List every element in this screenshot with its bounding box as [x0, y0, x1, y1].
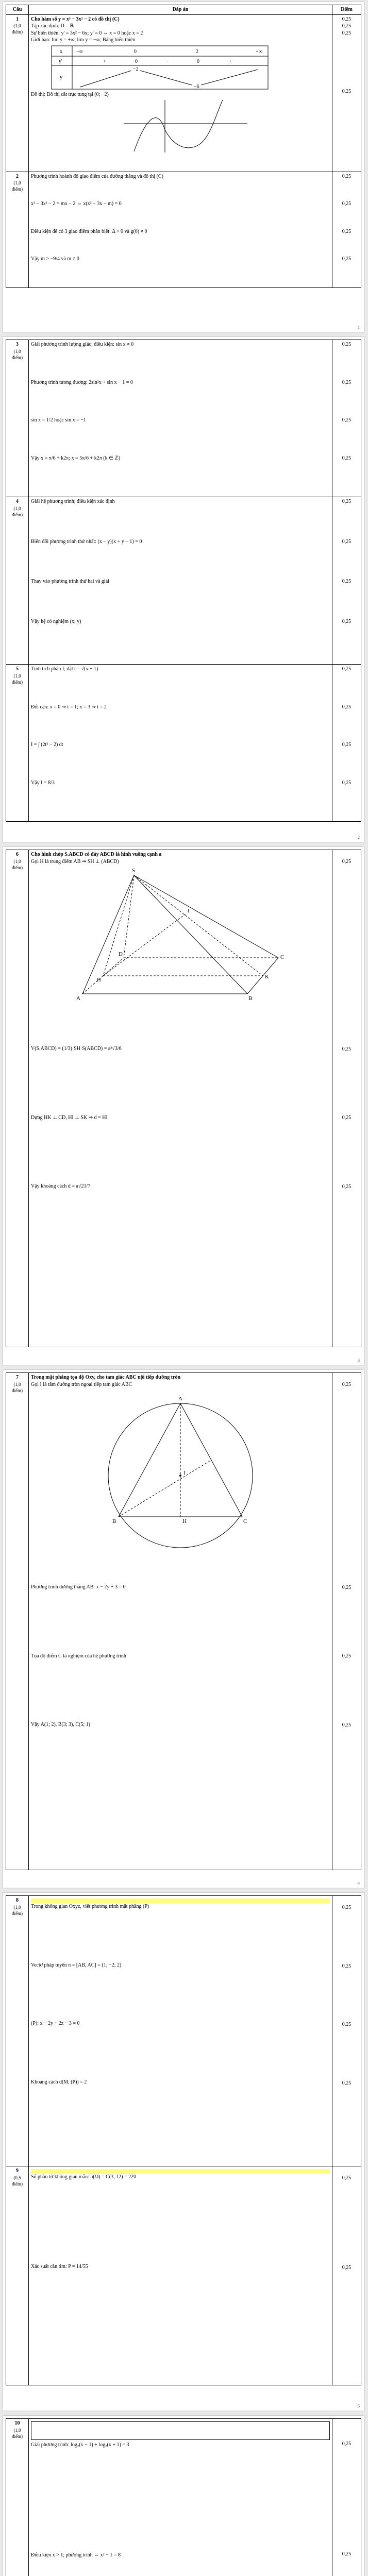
- q10-number: 10: [14, 2420, 20, 2426]
- q4-pt-1: 0,25: [342, 499, 352, 504]
- q2-step-3: Điều kiện để có 3 giao điểm phân biệt: Δ > 0 và g(0) ≠ 0: [31, 228, 147, 234]
- q2-step-2: x³ − 3x² − 2 = mx − 2 ⇔ x(x² − 3x − m) = 0: [31, 201, 122, 207]
- answer-table-5: [6, 1895, 361, 2385]
- table-header: [6, 5, 361, 15]
- header-question: Câu: [6, 5, 29, 15]
- q8-pt-1: 0,25: [342, 1905, 352, 1910]
- q3-step-1: Giải phương trình lượng giác; điều kiện: sin x ≠ 0: [31, 342, 134, 347]
- q4-points-col: [332, 497, 361, 665]
- q4-content: [29, 497, 332, 665]
- answer-table-2: [6, 340, 361, 822]
- q8-number: 8: [16, 1897, 19, 1903]
- q1-step-3: Giới hạn: lim y = +∞, lim y = −∞; Bảng biến thiên: [31, 37, 136, 43]
- q8-cell: [6, 1896, 29, 2166]
- pt-I: I: [188, 908, 190, 914]
- variation-table: [31, 44, 320, 91]
- vt-sign-3: 0: [197, 58, 199, 64]
- q1-content: [29, 14, 332, 172]
- q7-step-1: Gọi I là tâm đường tròn ngoại tiếp tam giác ABC: [31, 1381, 132, 1387]
- answer-table-4: [6, 1372, 361, 1870]
- q9-cell: [6, 2166, 29, 2385]
- vt-y-0: −2: [133, 66, 139, 72]
- answer-table-3: [6, 850, 361, 1347]
- page-number-2: 2: [358, 835, 360, 840]
- q5-points: (1,0 điểm): [12, 673, 23, 685]
- pt-C-7: C: [243, 1518, 247, 1524]
- pt-K: K: [265, 974, 269, 980]
- pt-H-7: H: [182, 1518, 187, 1524]
- q6-pt-1: 0,25: [342, 859, 352, 865]
- q7-step-3: Tọa độ điểm C là nghiệm của hệ phương trình: [31, 1653, 126, 1659]
- q9-pt-1: 0,25: [342, 2175, 352, 2181]
- q8-pt-3: 0,25: [342, 2022, 352, 2027]
- q2-content: [29, 172, 332, 287]
- q7-content: [29, 1373, 332, 1870]
- q6-points: (1,0 điểm): [12, 858, 23, 870]
- q2-pt-1: 0,25: [342, 173, 352, 179]
- q3-points: (1,0 điểm): [12, 348, 23, 360]
- q8-row: [6, 1896, 361, 2166]
- q6-pt-3: 0,25: [342, 1115, 352, 1121]
- q2-pt-4: 0,25: [342, 256, 352, 262]
- pt-C: C: [280, 954, 285, 960]
- q7-number: 7: [16, 1375, 19, 1380]
- q9-step-1: Số phần tử không gian mẫu: n(Ω) = C(3, 12) = 220: [31, 2174, 137, 2180]
- q6-step-3: Dựng HK ⊥ CD, HI ⊥ SK ⇒ d = HI: [31, 1114, 108, 1121]
- q8-pt-2: 0,25: [342, 1963, 352, 1969]
- q5-step-1: Tính tích phân I; đặt t = √(x + 1): [31, 666, 98, 672]
- q9-highlight: [31, 2169, 330, 2174]
- pt-B-7: B: [112, 1518, 116, 1524]
- vt-label-x: x: [60, 48, 62, 55]
- q6-points-col: [332, 850, 361, 1347]
- q9-step-2: Xác suất cần tìm: P = 14/55: [31, 2263, 88, 2269]
- q9-points-col: [332, 2166, 361, 2385]
- pt-A: A: [76, 995, 80, 1002]
- q9-content: [29, 2166, 332, 2385]
- q2-number: 2: [16, 173, 19, 179]
- q2-step-1: Phương trình hoành độ giao điểm của đường thẳng và đồ thị (C): [31, 173, 163, 179]
- q10-cell: [6, 2419, 29, 2576]
- vt-label-y: y: [60, 74, 62, 80]
- q3-pt-3: 0,25: [342, 417, 352, 423]
- q10-pt-2: 0,25: [342, 2551, 352, 2557]
- function-graph: [31, 98, 320, 155]
- vt-x-1: 0: [134, 48, 137, 55]
- q6-step-2: V(S.ABCD) = (1/3)·SH·S(ABCD) = a³√3/6: [31, 1046, 122, 1052]
- q3-content: [29, 340, 332, 497]
- page-1: [3, 2, 364, 332]
- q6-step-4: Vậy khoảng cách d = a√21/7: [31, 1183, 91, 1189]
- q6-title: Cho hình chóp S.ABCD có đáy ABCD là hình vuông cạnh a: [31, 852, 162, 857]
- q5-points-col: [332, 665, 361, 822]
- q4-cell: [6, 497, 29, 665]
- vt-label-yp: y': [59, 58, 62, 64]
- q1-row: [6, 14, 361, 172]
- q2-pt-3: 0,25: [342, 228, 352, 234]
- pyramid-figure: [31, 865, 330, 1030]
- q7-points: (1,0 điểm): [12, 1381, 23, 1393]
- q10-content: [29, 2419, 332, 2576]
- page-number-5: 5: [358, 2404, 360, 2409]
- q2-points: (1,0 điểm): [12, 180, 23, 192]
- q6-pt-2: 0,25: [342, 1046, 352, 1052]
- vt-sign-0: +: [103, 58, 106, 64]
- page-number-4: 4: [358, 1881, 360, 1886]
- q6-step-1: Gọi H là trung điểm AB ⇒ SH ⊥ (ABCD): [31, 858, 119, 865]
- q3-cell: [6, 340, 29, 497]
- q3-step-3: sin x = 1/2 hoặc sin x = −1: [31, 417, 86, 423]
- q10-points: (1,0 điểm): [12, 2427, 23, 2439]
- page-5: [3, 1893, 364, 2411]
- q10-points-col: [332, 2419, 361, 2576]
- q5-number: 5: [16, 666, 19, 672]
- q7-pt-4: 0,25: [342, 1722, 352, 1728]
- pt-H: H: [97, 977, 101, 983]
- answer-table-1: [6, 5, 361, 288]
- q6-content: [29, 850, 332, 1347]
- q4-step-4: Vậy hệ có nghiệm (x; y): [31, 618, 81, 624]
- q5-pt-1: 0,25: [342, 666, 352, 672]
- q6-number: 6: [16, 852, 19, 857]
- vt-sign-4: +: [229, 58, 232, 64]
- q1-number: 1: [16, 16, 19, 22]
- q10-pt-1: 0,25: [342, 2441, 352, 2447]
- q1-title: Cho hàm số y = x³ − 3x² − 2 có đồ thị (C): [31, 16, 120, 22]
- q5-step-2: Đổi cận: x = 0 ⇒ t = 1; x = 3 ⇒ t = 2: [31, 704, 107, 710]
- vt-y-1: −6: [194, 83, 199, 90]
- pt-A-7: A: [178, 1396, 182, 1402]
- q7-pt-1: 0,25: [342, 1382, 352, 1387]
- q1-step-2: Sự biến thiên: y' = 3x² − 6x; y' = 0 ⇔ x = 0 hoặc x = 2: [31, 30, 143, 36]
- q5-cell: [6, 665, 29, 822]
- q7-step-4: Vậy A(1; 2), B(3; 3), C(5; 1): [31, 1722, 90, 1727]
- q5-row: [6, 665, 361, 822]
- q6-cell: [6, 850, 29, 1347]
- q4-points: (1,0 điểm): [12, 505, 23, 517]
- circle-triangle-figure: [31, 1388, 330, 1563]
- q9-row: [6, 2166, 361, 2385]
- q8-content: [29, 1896, 332, 2166]
- q4-pt-4: 0,25: [342, 618, 352, 624]
- q4-pt-2: 0,25: [342, 538, 352, 545]
- q3-step-2: Phương trình tương đương: 2sin²x + sin x − 1 = 0: [31, 379, 133, 385]
- page-2: [3, 337, 364, 842]
- pt-S: S: [132, 868, 136, 874]
- q10-row: [6, 2419, 361, 2576]
- vt-x-3: +∞: [256, 48, 262, 55]
- header-points: Điểm: [332, 5, 361, 15]
- q10-step-2: Điều kiện x > 1; phương trình ⇔ x² − 1 = 8: [31, 2552, 121, 2558]
- answer-table-6: [6, 2418, 361, 2576]
- q6-row: [6, 850, 361, 1347]
- q3-pt-4: 0,25: [342, 455, 352, 461]
- page-4: [3, 1370, 364, 1888]
- q5-pt-3: 0,25: [342, 742, 352, 748]
- q1-pt-1: 0,25: [342, 16, 352, 22]
- q2-step-4: Vậy m > −9/4 và m ≠ 0: [31, 256, 79, 262]
- q1-step-4: Đồ thị: Đồ thị cắt trục tung tại (0; −2): [31, 91, 109, 97]
- page-3: [3, 847, 364, 1365]
- page-number-1: 1: [358, 325, 360, 330]
- q1-pt-4: 0,25: [342, 89, 352, 94]
- q5-step-4: Vậy I = 8/3: [31, 779, 55, 786]
- q5-step-3: I = ∫ (2t² − 2) dt: [31, 742, 63, 748]
- q8-highlight: [31, 1899, 330, 1903]
- q3-points-col: [332, 340, 361, 497]
- q8-step-2: Vectơ pháp tuyến n = [AB, AC] = (1; −2; 2): [31, 1962, 122, 1968]
- vt-x-2: 2: [196, 48, 198, 55]
- q9-points: (0,5 điểm): [12, 2175, 23, 2187]
- q1-cell: [6, 14, 29, 172]
- page-6: [3, 2416, 364, 2576]
- q1-points: (1,0 điểm): [12, 23, 23, 35]
- pt-I-7: I: [183, 1470, 186, 1476]
- q4-row: [6, 497, 361, 665]
- q1-pt-3: 0,25: [342, 30, 352, 36]
- q4-step-1: Giải hệ phương trình; điều kiện xác định: [31, 499, 115, 504]
- q7-cell: [6, 1373, 29, 1870]
- q5-content: [29, 665, 332, 822]
- q5-pt-4: 0,25: [342, 779, 352, 786]
- pt-B: B: [248, 995, 253, 1002]
- q7-pt-3: 0,25: [342, 1653, 352, 1659]
- q7-title: Trong mặt phẳng tọa độ Oxy, cho tam giác ABC nội tiếp đường tròn: [31, 1375, 181, 1380]
- q2-row: [6, 172, 361, 287]
- q5-pt-2: 0,25: [342, 704, 352, 710]
- page-number-3: 3: [358, 1358, 360, 1363]
- q4-pt-3: 0,25: [342, 579, 352, 584]
- q10-equation-box: [31, 2421, 330, 2440]
- q6-pt-4: 0,25: [342, 1183, 352, 1190]
- q3-pt-1: 0,25: [342, 342, 352, 347]
- q1-pt-2: 0,25: [342, 23, 352, 29]
- q7-row: [6, 1373, 361, 1870]
- pt-D: D: [119, 951, 123, 957]
- q8-points-col: [332, 1896, 361, 2166]
- q8-points: (1,0 điểm): [12, 1904, 23, 1916]
- vt-sign-1: 0: [135, 58, 138, 64]
- q8-step-3: (P): x − 2y + 2z − 3 = 0: [31, 2021, 80, 2026]
- vt-x-0: −∞: [76, 48, 83, 55]
- q2-cell: [6, 172, 29, 287]
- q4-number: 4: [16, 499, 19, 504]
- q8-pt-4: 0,25: [342, 2080, 352, 2086]
- vt-sign-2: −: [166, 58, 169, 64]
- q2-pt-2: 0,25: [342, 201, 352, 207]
- header-content: Đáp án: [29, 5, 332, 15]
- q2-points-col: [332, 172, 361, 287]
- q8-step-4: Khoảng cách d(M, (P)) = 2: [31, 2079, 87, 2085]
- q7-step-2: Phương trình đường thẳng AB: x − 2y + 3 = 0: [31, 1584, 126, 1590]
- q1-step-1: Tập xác định: D = ℝ: [31, 23, 74, 29]
- q4-step-3: Thay vào phương trình thứ hai và giải: [31, 579, 109, 584]
- q9-number: 9: [16, 2168, 19, 2174]
- q3-number: 3: [16, 342, 19, 347]
- q3-row: [6, 340, 361, 497]
- q10-step-1: Giải phương trình: log₂(x − 1) + log₂(x + 1) = 3: [31, 2442, 129, 2448]
- q1-points-col: [332, 14, 361, 172]
- q3-step-4: Vậy x = π/6 + k2π; x = 5π/6 + k2π (k ∈ ℤ): [31, 455, 121, 461]
- q9-pt-2: 0,25: [342, 2264, 352, 2270]
- q8-step-1: Trong không gian Oxyz, viết phương trình mặt phẳng (P): [31, 1904, 149, 1909]
- q3-pt-2: 0,25: [342, 379, 352, 385]
- q7-pt-2: 0,25: [342, 1584, 352, 1590]
- q4-step-2: Biến đổi phương trình thứ nhất: (x − y)(x + y − 1) = 0: [31, 538, 142, 545]
- q7-points-col: [332, 1373, 361, 1870]
